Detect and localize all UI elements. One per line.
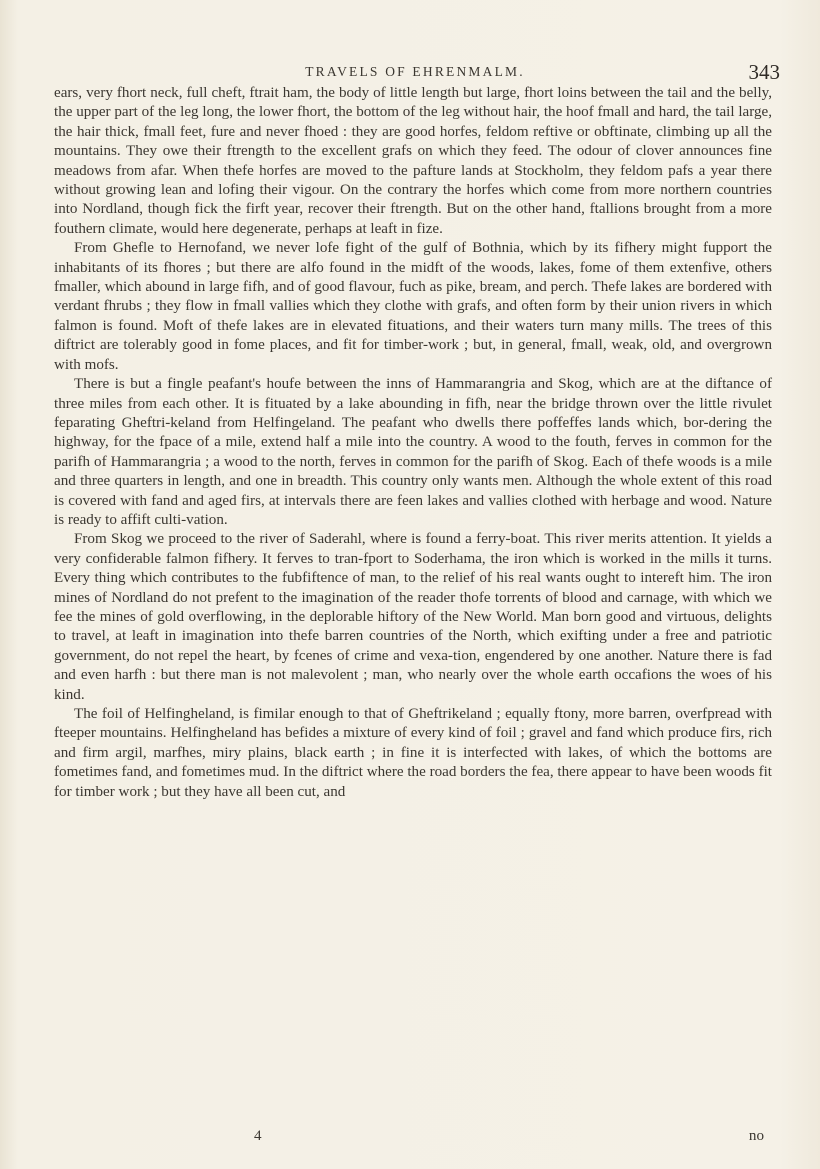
catchword: no [748,1128,764,1144]
body-text [54,84,772,802]
page-number: 343 [748,60,780,84]
paragraph-lakes: From Ghefle to Hernofand, we never lofe fight of the gulf of Bothnia, which by its fifhery might fupport the inhabitants of its fhores ; but there are alfo found in the midft of the woods, lakes, fome of them extenfive, others fmaller, which abound in large fifh, and of good flavour, fuch as pike, bream, and perch. Thefe lakes are bordered with verdant fhrubs ; they flow in fmall vallies which they clothe with grafs, and often form by their union rivers in which falmon is found. Moft of thefe lakes are in elevated fituations, and their waters turn many mills. The trees of this diftrict are tolerably good in fome places, and fit for timber-work ; but, in general, fmall, weak, old, and overgrown with mofs. [54,240,772,373]
page-footer [54,1128,772,1150]
paragraph-horses: ears, very fhort neck, full cheft, ftrait ham, the body of little length but large, fhort loins between the tail and the belly, the upper part of the leg long, the lower fhort, the bottom of the leg without hair, the hoof fmall and hard, the tail large, the hair thick, fmall feet, fure and never fhoed : they are good horfes, feldom reftive or obftinate, climbing up all the mountains. They owe their ftrength to the excellent grafs on which they feed. The odour of clover announces fine meadows from afar. When thefe horfes are moved to the pafture lands at Stockholm, they feldom pafs a year there without growing lean and lofing their vigour. On the contrary the horfes which come from more northern countries into Nordland, though fick the firft year, recover their ftrength. But on the other hand, ftallions brought from a more fouthern climate, would here degenerate, perhaps at leaft in fize. [54,85,772,237]
running-title: TRAVELS OF EHRENMALM. [305,64,525,79]
signature-mark: 4 [254,1128,262,1144]
running-head [50,62,780,84]
paragraph-saderahl-river: From Skog we proceed to the river of Saderahl, where is found a ferry-boat. This river merits attention. It yields a very confiderable falmon fifhery. It ferves to tran-fport to Soderhama, the iron which is worked in the mills it turns. Every thing which contributes to the fubfiftence of man, to the relief of his real wants ought to intereft him. The iron mines of Nordland do not prefent to the imagination of the reader thofe torrents of blood and carnage, with which we fee the mines of gold overflowing, in the deplorable hiftory of the New World. Man born good and virtuous, delights to travel, at leaft in imagination into thefe barren countries of the North, which exifting under a free and patriotic government, do not repel the heart, by fcenes of crime and vexa-tion, engendered by one another. Nature there is fad and even harfh : but there man is not malevolent ; man, who nearly over the whole earth occafions the woes of his kind. [54,531,772,703]
paragraph-peasant-house: There is but a fingle peafant's houfe between the inns of Hammarangria and Skog, which are at the diftance of three miles from each other. It is fituated by a lake abounding in fifh, near the bridge thrown over the little rivulet feparating Gheftri-keland from Helfingeland. The peafant who dwells there poffeffes lands which, bor-dering the highway, for the fpace of a mile, extend half a mile into the country. A wood to the fouth, ferves in common for the parifh of Hammarangria ; a wood to the north, ferves in common for the parifh of Skog. Each of thefe woods is a mile and three quarters in length, and one in breadth. This country only wants men. Although the whole extent of this road is covered with fand and aged firs, at intervals there are feen lakes and vallies clothed with herbage and wood. Nature is ready to affift culti-vation. [54,376,772,528]
paragraph-helfingheland-soil: The foil of Helfingheland, is fimilar enough to that of Gheftrikeland ; equally ftony, more barren, overfpread with fteeper mountains. Helfingheland has befides a mixture of every kind of foil ; gravel and fand which produce firs, rich and firm argil, marfhes, miry plains, black earth ; in fine it is interfected with lakes, of which the bottoms are fometimes fand, and fometimes mud. In the diftrict where the road borders the fea, there appear to have been woods fit for timber work ; but they have all been cut, and [54,706,772,800]
